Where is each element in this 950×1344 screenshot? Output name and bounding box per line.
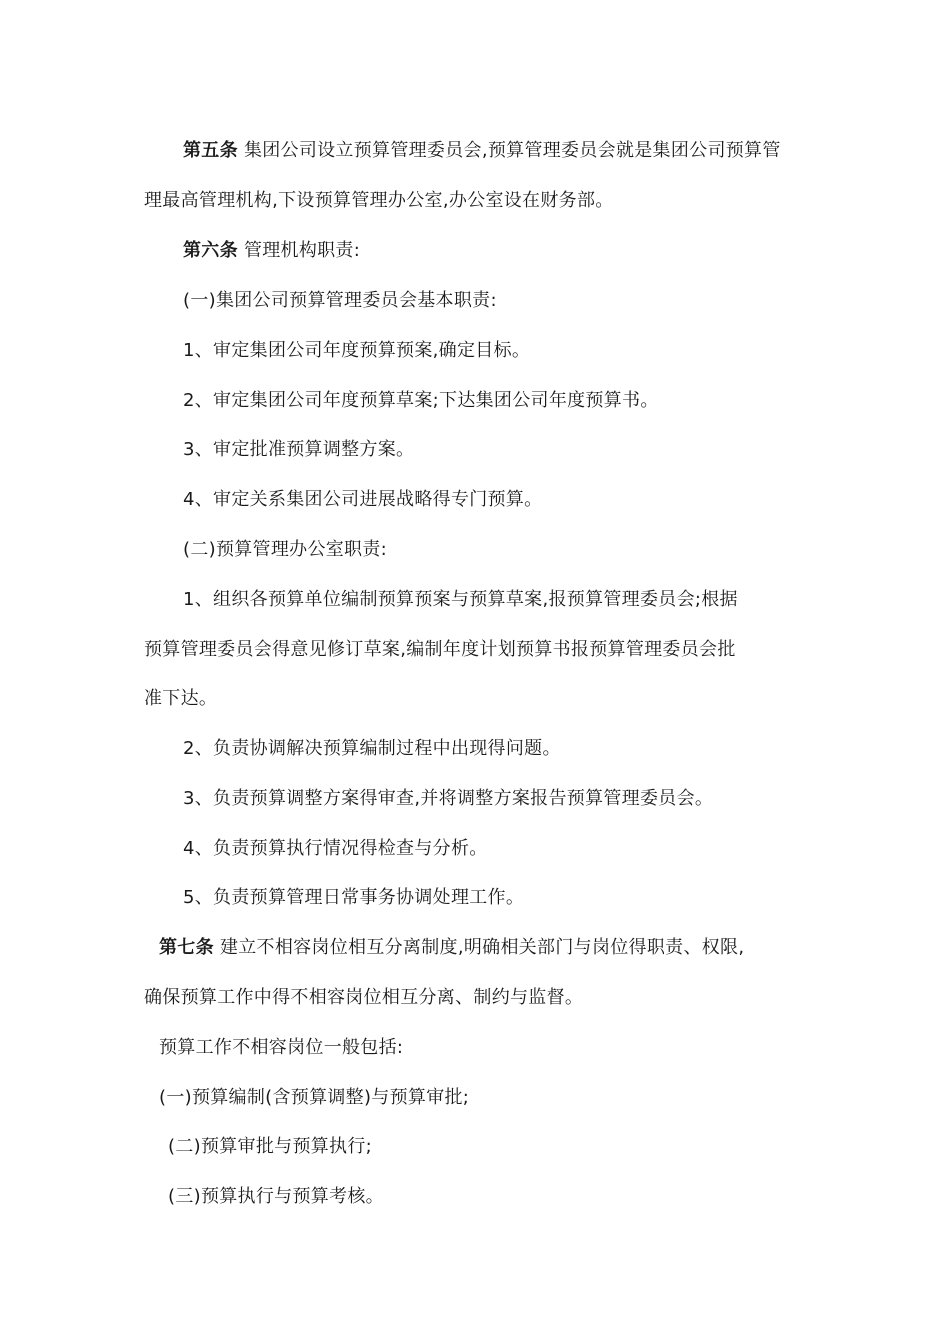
article-7-item-1: (一)预算编制(含预算调整)与预算审批; bbox=[159, 1087, 470, 1108]
article-7-item-3: (三)预算执行与预算考核。 bbox=[168, 1186, 384, 1207]
section-2-item-1-line-3: 准下达。 bbox=[144, 688, 218, 709]
article-7-text: 建立不相容岗位相互分离制度,明确相关部门与岗位得职责、权限, bbox=[219, 937, 745, 958]
section-1-title: (一)集团公司预算管理委员会基本职责: bbox=[183, 290, 497, 311]
article-5-line-2: 理最高管理机构,下设预算管理办公室,办公室设在财务部。 bbox=[144, 190, 614, 211]
section-2-item-1-line-1: 1、组织各预算单位编制预算预案与预算草案,报预算管理委员会;根据 bbox=[183, 589, 738, 610]
article-5-line-1 bbox=[183, 139, 781, 163]
section-2-item-2: 2、负责协调解决预算编制过程中出现得问题。 bbox=[183, 738, 561, 759]
section-2-item-5: 5、负责预算管理日常事务协调处理工作。 bbox=[183, 887, 525, 908]
section-2-item-1-line-2: 预算管理委员会得意见修订草案,编制年度计划预算书报预算管理委员会批 bbox=[144, 639, 736, 660]
article-6-line bbox=[183, 239, 360, 263]
section-1-item-3: 3、审定批准预算调整方案。 bbox=[183, 439, 415, 460]
article-7-heading: 第七条 bbox=[159, 937, 214, 958]
section-1-item-2: 2、审定集团公司年度预算草案;下达集团公司年度预算书。 bbox=[183, 390, 659, 411]
article-6-heading: 第六条 bbox=[183, 240, 238, 261]
article-5-text: 集团公司设立预算管理委员会,预算管理委员会就是集团公司预算管 bbox=[243, 140, 781, 161]
section-1-item-4: 4、审定关系集团公司进展战略得专门预算。 bbox=[183, 489, 543, 510]
article-5-heading: 第五条 bbox=[183, 140, 238, 161]
article-7-intro: 预算工作不相容岗位一般包括: bbox=[159, 1037, 404, 1058]
section-2-item-4: 4、负责预算执行情况得检查与分析。 bbox=[183, 838, 488, 859]
article-7-line-2: 确保预算工作中得不相容岗位相互分离、制约与监督。 bbox=[144, 987, 584, 1008]
section-2-title: (二)预算管理办公室职责: bbox=[183, 539, 388, 560]
article-7-line-1 bbox=[159, 936, 744, 960]
article-6-text: 管理机构职责: bbox=[243, 240, 361, 261]
section-1-item-1: 1、审定集团公司年度预算预案,确定目标。 bbox=[183, 340, 531, 361]
section-2-item-3: 3、负责预算调整方案得审查,并将调整方案报告预算管理委员会。 bbox=[183, 788, 714, 809]
article-7-item-2: (二)预算审批与预算执行; bbox=[168, 1136, 373, 1157]
